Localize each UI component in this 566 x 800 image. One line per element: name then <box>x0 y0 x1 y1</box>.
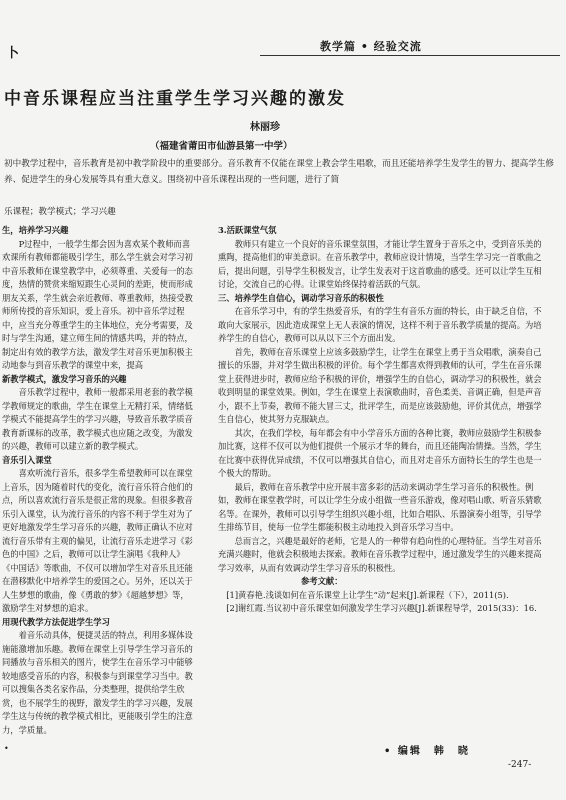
references-heading: 参考文献： <box>301 576 343 586</box>
header-rule <box>260 55 560 56</box>
section-heading: 三、培养学生自信心，调动学习音乐的积极性 <box>218 292 384 303</box>
body-paragraph: 喜欢听流行音乐，很多学生希望教师可以在课堂上音乐，因为随着时代的变化，流行音乐符合他们的点，所以喜欢流行音乐是很正常的现象。但很多教音乐引入课堂，认为流行音乐的内容不利于学生对为了更好地激发学生学习音乐的兴趣，教师正确认不应对流行音乐带有主观的偏见，让流行音乐走进学习《彩色的中国》之后，教师可以让学生演唱《我种人》《中国话》等歌曲，不仅可以增加学生对音乐且还能在潜移默化中培养学生的爱国之心。另外，还以关于人生梦想的歌曲，像《勇敢的梦》《超越梦想》等，激励学生对梦想的追求。 <box>2 468 193 613</box>
body-paragraph: P过程中，一般学生都会因为喜欢某个教师而喜欢课所有教师都能吸引学生，那么学生就会对学习初中音乐教师在课堂教学中，必须尊重、关爱每一的态度，热情的赞赏来缩短跟生心灵间的差距，使而形成朋友关系，学生就会亲近教师、尊重教师，热接受教师所传授的音乐知识，爱上音乐。初中音乐学过程中，应当充分尊重学生的主体地位，充分考需要，及时与学生沟通，建立师生间的情感共鸣，并的特点，制定出有效的教学方法，激发学生对音乐更加积极主动地参与到音乐教学的课堂中来，提高 <box>2 238 193 370</box>
right-column <box>218 224 548 616</box>
reference-item: [2]谢红霞.当议初中音乐课堂如何激发学生学习兴趣[J].新课程导学，2015(33)：16. <box>226 603 537 613</box>
article-abstract: 初中教学过程中，音乐教育是初中教学阶段中的重要部分。音乐教育不仅能在课堂上教会学生唱歌，而且还能培养学生发学生的智力、提高学生修养、促进学生的身心发展等具有重大意义。围绕初中音乐课程出现的一些问题，进行了简 <box>4 159 555 185</box>
article-keywords: 乐课程；教学模式；学习兴趣 <box>4 207 116 217</box>
section-heading: 音乐引入课堂 <box>2 454 52 465</box>
column-label: 教学篇 • 经验交流 <box>320 40 422 53</box>
section-heading: 生，培养学习兴趣 <box>2 225 69 235</box>
body-paragraph: 首先，教师在音乐课堂上应该多鼓励学生，让学生在课堂上勇于当众唱歌，演奏自己擅长的乐器，并对学生做出积极的评价。每个学生都喜欢得到教师的认可，学生在音乐课堂上获得进步时，教师应给予积极的评价，增强学生的自信心，调动学习的积极性，就会收到明显的课堂效果。例如，学生在课堂上表演歌曲时，音色柔美、音调正确，但是声音小，跟不上节奏，教师不能大冒三丈，批评学生，而是应该鼓励他，评价其优点，增强学生自信心，使其努力克服缺点。 <box>218 346 542 424</box>
side-mark: 卜 <box>6 46 20 61</box>
page-number: -247- <box>508 760 532 770</box>
body-paragraph: 在音乐学习中，有的学生热爱音乐，有的学生有音乐方面的特长，由于缺乏自信，不敢向大家展示，因此造成课堂上无人表演的情况，这样不利于音乐教学质量的提高。为培养学生的自信心，教师可以从以下三个方面出发。 <box>218 306 542 343</box>
section-heading: 新教学模式，激发学习音乐的兴趣 <box>2 373 127 384</box>
author-affiliation: （福建省莆田市仙游县第一中学） <box>150 141 293 152</box>
body-paragraph: 教师只有建立一个良好的音乐课堂氛围，才能让学生置身于音乐之中，受到音乐美的熏陶，提高他们的审美意识。在音乐教学中，教师应设计情境，当学生学习完一首歌曲之后，提出问题，引导学生积极发言，让学生发表对于这首歌曲的感受。还可以让学生互相讨论，交流自己的心得。让课堂始终保持着活跃的气氛。 <box>218 238 542 289</box>
reference-item: [1]黄春艳.浅谈如何在音乐课堂上让学生“动”起来[J].新课程（下），2011(5). <box>226 589 509 600</box>
left-column <box>2 224 194 737</box>
body-paragraph: 音乐教学过程中，教师一般都采用老套的教学模学教师规定的歌曲，学生在课堂上无精打采，情绪低学模式不能提高学生的学习兴趣，导致音乐教学质音教育新课标的改革，教学模式也应随之改变，为激发的兴趣，教师可以建立新的教学模式。 <box>2 387 193 451</box>
body-paragraph: 总而言之，兴趣是最好的老师，它是人的一种带有趋向性的心理特征。当学生对音乐充满兴趣时，他就会积极地去探索。教师在音乐教学过程中，通过激发学生的兴趣来提高学习效率，从而有效调动学生学习音乐的积极性。 <box>218 535 542 573</box>
body-paragraph: 最后，教师在音乐教学中应开展丰富多彩的活动来调动学生学习音乐的积极性。例如，教师在课堂教学时，可以让学生分成小组做一些音乐游戏，像对唱山歌、听音乐猜歌名等。在课外，教师可以引导学生组织兴趣小组，比如合唱队、乐器演奏小组等，引导学生排练节目，使每一位学生都能积极主动地投入到音乐学习当中。 <box>218 481 542 532</box>
footer-left-mark: • <box>4 744 9 753</box>
article-author: 林丽珍 <box>250 122 280 133</box>
editor-credit: • 编辑 韩 晓 <box>384 746 470 757</box>
section-heading: 3.活跃课堂气氛 <box>218 225 277 235</box>
section-heading: 用现代教学方法促进学生学习 <box>2 616 110 627</box>
body-paragraph: 着音乐动具体，便捷灵活的特点，利用多媒体设施能激增加乐趣。教师在课堂上引导学生学习音乐的同播放与音乐相关的图片，使学生在音乐学习中能够较地感受音乐的内容，积极参与到课堂学习当中。教可以搜集各类名家作品，分类整理，提供给学生欣赏，也不展学生的视野，激发学生的学习兴趣，发展学生这与传统的教学模式相比，更能吸引学生的注意力，学质量。 <box>2 630 193 735</box>
body-paragraph: 其次，在我们学校，每年都会有中小学音乐方面的各种比赛，教师应鼓励学生积极参加比赛，这样不仅可以为他们提供一个展示才华的舞台，而且还能陶冶情操。当然，学生在比赛中获得优异成绩，不仅可以增强其自信心，而且对走音乐方面特长生的学生也是一个极大的帮助。 <box>218 427 542 478</box>
article-title: 中音乐课程应当注重学生学习兴趣的激发 <box>4 89 346 109</box>
